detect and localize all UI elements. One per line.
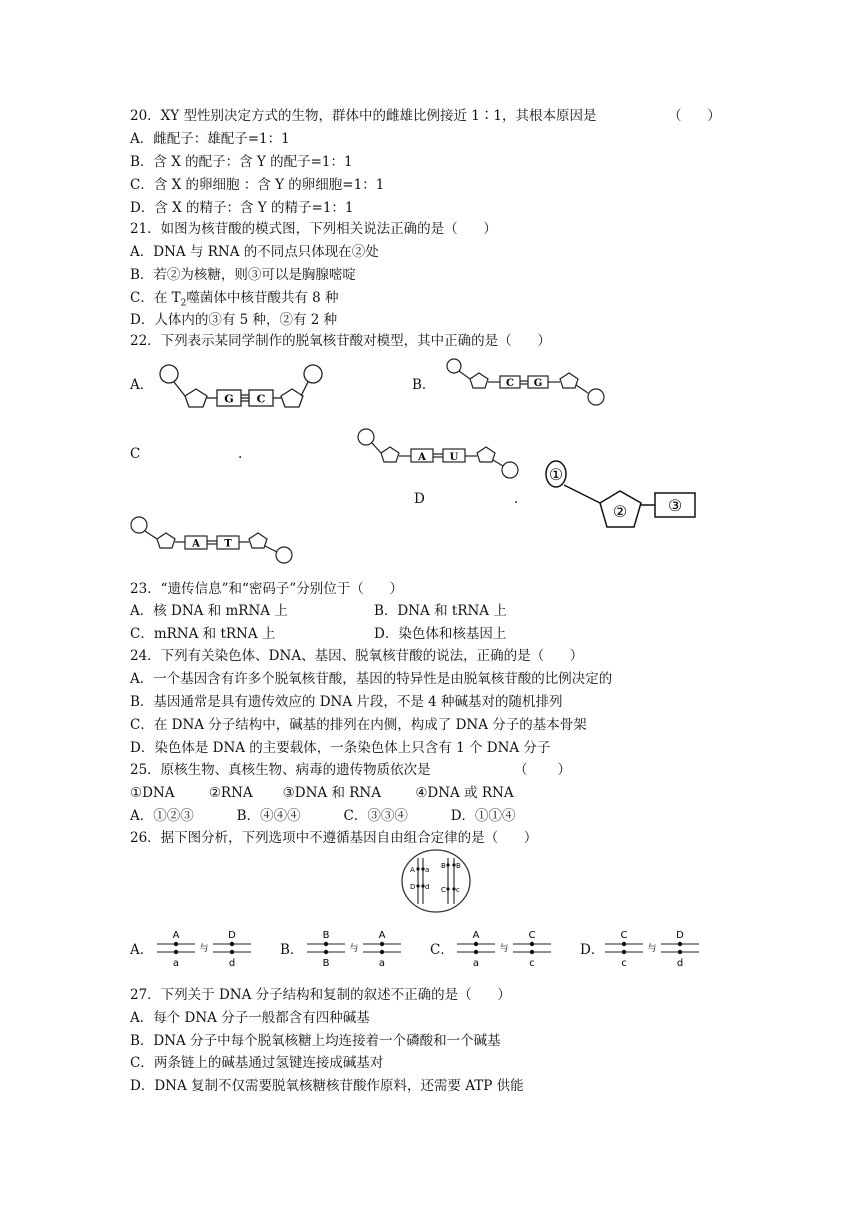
opt-c-gene-3: C [528,930,536,941]
model-a-base-1: G [224,392,234,406]
q20-option-d: D．含 X 的精子：含 Y 的精子=1：1 [130,200,354,216]
model-b-base-1: C [506,378,514,389]
q20-stem: 20．XY 型性别决定方式的生物，群体中的雌雄比例接近 1∶1，其根本原因是 [130,108,597,124]
model-b-figure [444,357,614,409]
q21-option-c-pre: C．在 T [130,290,181,306]
opt-d-gene-4: d [676,958,684,969]
opt-a-with: 与 [199,944,209,954]
q26-stem: 26．据下图分析，下列选项中不遵循基因自由组合定律的是（ ） [130,830,538,846]
q22-label-d-dot: . [514,491,519,507]
opt-b-gene-3: A [378,930,386,941]
q23-stem: 23．“遗传信息”和“密码子”分别位于（ ） [130,581,404,597]
q27-option-d: D．DNA 复制不仅需要脱氧核糖核苷酸作原料，还需要 ATP 供能 [130,1078,524,1094]
opt-c-gene-1: A [472,930,480,941]
model-d-base-1: A [192,538,200,550]
q21-option-c-post: 噬菌体中核苷酸共有 8 种 [186,290,339,306]
opt-c-gene-2: a [472,958,480,969]
model-a-base-2: C [256,392,266,406]
q21-option-a: A．DNA 与 RNA 的不同点只体现在②处 [130,244,379,260]
q26-label-c: C． [430,942,454,958]
q22-label-a: A． [130,377,154,393]
model-c-base-1: A [418,452,426,463]
q20-answer-paren: （ ） [668,108,721,124]
q21-option-d: D．人体内的③有 5 种，②有 2 种 [130,312,338,328]
opt-b-gene-2: B [322,958,330,969]
model-a-figure [155,362,325,412]
q21-option-b: B．若②为核糖，则③可以是胸腺嘧啶 [130,267,356,283]
nucleotide-part-2: ② [612,502,628,521]
q22-stem: 22．下列表示某同学制作的脱氧核苷酸对模型，其中正确的是（ ） [130,333,551,349]
q24-option-d: D．染色体是 DNA 的主要载体，一条染色体上只含有 1 个 DNA 分子 [130,740,551,756]
q24-option-a: A．一个基因含有许多个脱氧核苷酸，基因的特异性是由脱氧核苷酸的比例决定的 [130,671,613,687]
cell-gene-A: A [410,866,415,874]
q26-option-a-figure [155,926,255,972]
opt-a-gene-4: d [228,958,236,969]
cell-diagram [400,848,472,914]
opt-b-gene-1: B [322,930,330,941]
q23-option-b: B．DNA 和 tRNA 上 [374,603,507,619]
opt-d-gene-1: C [620,930,628,941]
opt-d-with: 与 [647,944,657,954]
opt-a-gene-1: A [172,930,180,941]
cell-gene-a: a [425,866,430,874]
q22-label-c-dot: . [238,446,243,462]
model-d-figure [127,515,297,565]
opt-d-gene-2: c [621,958,627,969]
q27-option-c: C．两条链上的碱基通过氢键连接成碱基对 [130,1055,384,1071]
q25-answer-paren: （ ） [514,762,572,778]
q24-stem: 24．下列有关染色体、DNA、基因、脱氧核苷酸的说法，正确的是（ ） [130,648,584,664]
opt-d-gene-3: D [676,930,684,941]
cell-gene-D: D [410,883,416,891]
q25-items: ①DNA ②RNA ③DNA 和 RNA ④DNA 或 RNA [130,785,514,801]
q22-label-b: B． [412,377,436,393]
q22-label-c: C [130,446,141,462]
opt-c-with: 与 [499,944,509,954]
model-c-base-2: U [449,452,459,463]
nucleotide-part-1: ① [548,465,564,484]
cell-gene-d: d [425,883,430,891]
q26-option-b-figure [305,926,405,972]
q27-stem: 27．下列关于 DNA 分子结构和复制的叙述不正确的是（ ） [130,987,511,1003]
opt-a-gene-2: a [172,958,180,969]
q23-option-d: D．染色体和核基因上 [374,626,507,642]
q26-option-c-figure [455,926,555,972]
q20-option-b: B．含 X 的配子：含 Y 的配子=1：1 [130,154,353,170]
model-c-figure [355,426,525,481]
cell-gene-c: c [456,886,460,894]
q23-option-a: A．核 DNA 和 mRNA 上 [130,603,288,619]
q27-option-b: B．DNA 分子中每个脱氧核糖上均连接着一个磷酸和一个碱基 [130,1033,501,1049]
q26-label-b: B． [280,942,304,958]
q21-option-c-sub: 2 [180,298,187,309]
q27-option-a: A．每个 DNA 分子一般都含有四种碱基 [130,1010,370,1026]
q26-label-a: A． [130,942,154,958]
cell-gene-C: C [441,886,446,894]
cell-gene-B2: B [456,862,461,870]
q20-option-c: C．含 X 的卵细胞 ：含 Y 的卵细胞=1：1 [130,177,385,193]
q25-stem: 25．原核生物、真核生物、病毒的遗传物质依次是 [130,762,431,778]
opt-a-gene-3: D [228,930,236,941]
opt-c-gene-4: c [529,958,535,969]
opt-b-gene-4: a [378,958,386,969]
nucleotide-part-3: ③ [667,496,683,515]
q26-label-d: D． [580,942,605,958]
model-b-base-2: G [533,378,543,389]
q21-stem: 21．如图为核苷酸的模式图，下列相关说法正确的是（ ） [130,221,497,237]
nucleotide-diagram [540,455,710,537]
q22-label-d: D [414,491,425,507]
q25-options: A．①②③ B．④④④ C．③③④ D．①①④ [130,808,516,824]
q24-option-c: C．在 DNA 分子结构中，碱基的排列在内侧，构成了 DNA 分子的基本骨架 [130,717,587,733]
q24-option-b: B．基因通常是具有遗传效应的 DNA 片段，不是 4 种碱基对的随机排列 [130,694,563,710]
q23-option-c: C．mRNA 和 tRNA 上 [130,626,276,642]
opt-b-with: 与 [349,944,359,954]
model-d-base-2: T [224,538,232,550]
q20-option-a: A．雌配子：雄配子=1：1 [130,131,290,147]
cell-gene-B1: B [441,862,446,870]
q26-option-d-figure [603,926,703,972]
